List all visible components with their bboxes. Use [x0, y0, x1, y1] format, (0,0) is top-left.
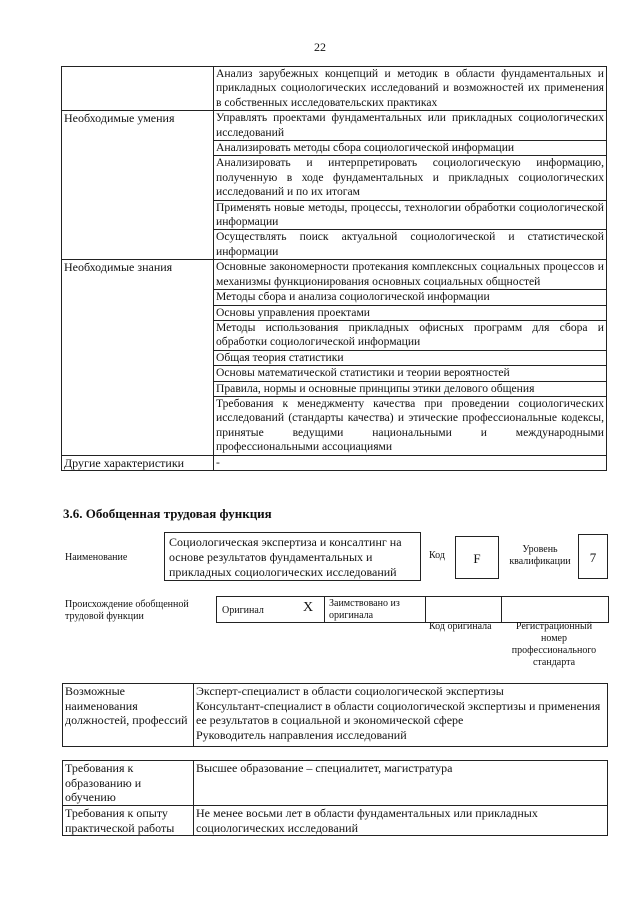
function-name-box: Социологическая экспертиза и консалтинг на основе результатов фундаментальных и прикладных социологических исследований: [164, 532, 421, 581]
code-label: Код: [429, 550, 445, 561]
skill-item: Анализировать методы сбора социологической информации: [214, 141, 607, 156]
table-row: [62, 67, 607, 111]
education-value: Высшее образование – специалитет, магистратура: [194, 761, 608, 806]
empty-cell: [62, 67, 214, 111]
code-value-box: F: [455, 536, 499, 579]
code-original-cell: [425, 596, 502, 623]
level-value-box: 7: [578, 534, 608, 579]
experience-label: Требования к опыту практической работы: [63, 806, 194, 836]
skill-item: Анализировать и интерпретировать социологическую информацию, полученную в ходе фундаментальных и прикладных социологических исследований и по их итогам: [214, 156, 607, 200]
knowledge-item: Правила, нормы и основные принципы этики делового общения: [214, 381, 607, 396]
position-item: Консультант-специалист в области социологической экспертизы и применения ее результатов в социальной и экономической сфере: [196, 698, 601, 727]
level-label: Уровень квалификации: [509, 544, 571, 567]
positions-list: [194, 684, 608, 747]
knowledge-item: Основные закономерности протекания комплексных социальных процессов и механизмы функционирования основных социальных общностей: [214, 260, 607, 290]
knowledge-item: Основы управления проектами: [214, 305, 607, 320]
table-row: [62, 260, 607, 290]
borrowed-cell: [324, 596, 426, 623]
skills-label: Необходимые умения: [62, 111, 214, 260]
table-row: [62, 455, 607, 470]
skill-item: Применять новые методы, процессы, технологии обработки социологической информации: [214, 200, 607, 230]
name-label: Наименование: [65, 552, 128, 563]
requirements-table: [62, 760, 608, 836]
experience-value: Не менее восьми лет в области фундаментальных или прикладных социологических исследований: [194, 806, 608, 836]
borrowed-label: Заимствовано из оригинала: [329, 598, 400, 621]
original-cell: [216, 596, 325, 623]
origin-label: Происхождение обобщенной трудовой функции: [65, 599, 189, 622]
competencies-table: [61, 66, 607, 471]
reg-number-cell: [501, 596, 609, 623]
positions-label: Возможные наименования должностей, профессий: [63, 684, 194, 747]
knowledge-item: Методы использования прикладных офисных программ для сбора и обработки социологической информации: [214, 320, 607, 350]
skill-item: Управлять проектами фундаментальных или прикладных социологических исследований: [214, 111, 607, 141]
table-row: [62, 111, 607, 141]
code-original-label: Код оригинала: [429, 621, 492, 632]
education-label: Требования к образованию и обучению: [63, 761, 194, 806]
position-item: Руководитель направления исследований: [196, 727, 407, 742]
table-row: [63, 761, 608, 806]
other-label: Другие характеристики: [62, 455, 214, 470]
table-row: [63, 684, 608, 747]
knowledge-item: Общая теория статистики: [214, 350, 607, 365]
table-row: [63, 806, 608, 836]
position-item: Эксперт-специалист в области социологической экспертизы: [196, 684, 504, 698]
reg-number-label: Регистрационный номер профессионального стандарта: [511, 621, 597, 668]
knowledge-item: Основы математической статистики и теории вероятностей: [214, 366, 607, 381]
other-value: -: [214, 455, 607, 470]
positions-table: [62, 683, 608, 747]
knowledge-item: Методы сбора и анализа социологической информации: [214, 290, 607, 305]
original-mark: X: [303, 600, 314, 615]
skill-item: Осуществлять поиск актуальной социологической и статистической информации: [214, 230, 607, 260]
section-title: 3.6. Обобщенная трудовая функция: [63, 506, 272, 521]
page-number: 22: [314, 40, 326, 54]
knowledge-item: Требования к менеджменту качества при проведении социологических исследований (стандарты качества) и этические профессиональные кодексы, принятые ведущими национальными и международными профессиональными ассоциациями: [214, 396, 607, 455]
action-text: Анализ зарубежных концепций и методик в области фундаментальных и прикладных социологических исследований и возможностей их применения в собственных исследовательских практиках: [214, 67, 607, 111]
knowledge-label: Необходимые знания: [62, 260, 214, 455]
original-label: Оригинал: [222, 605, 264, 616]
